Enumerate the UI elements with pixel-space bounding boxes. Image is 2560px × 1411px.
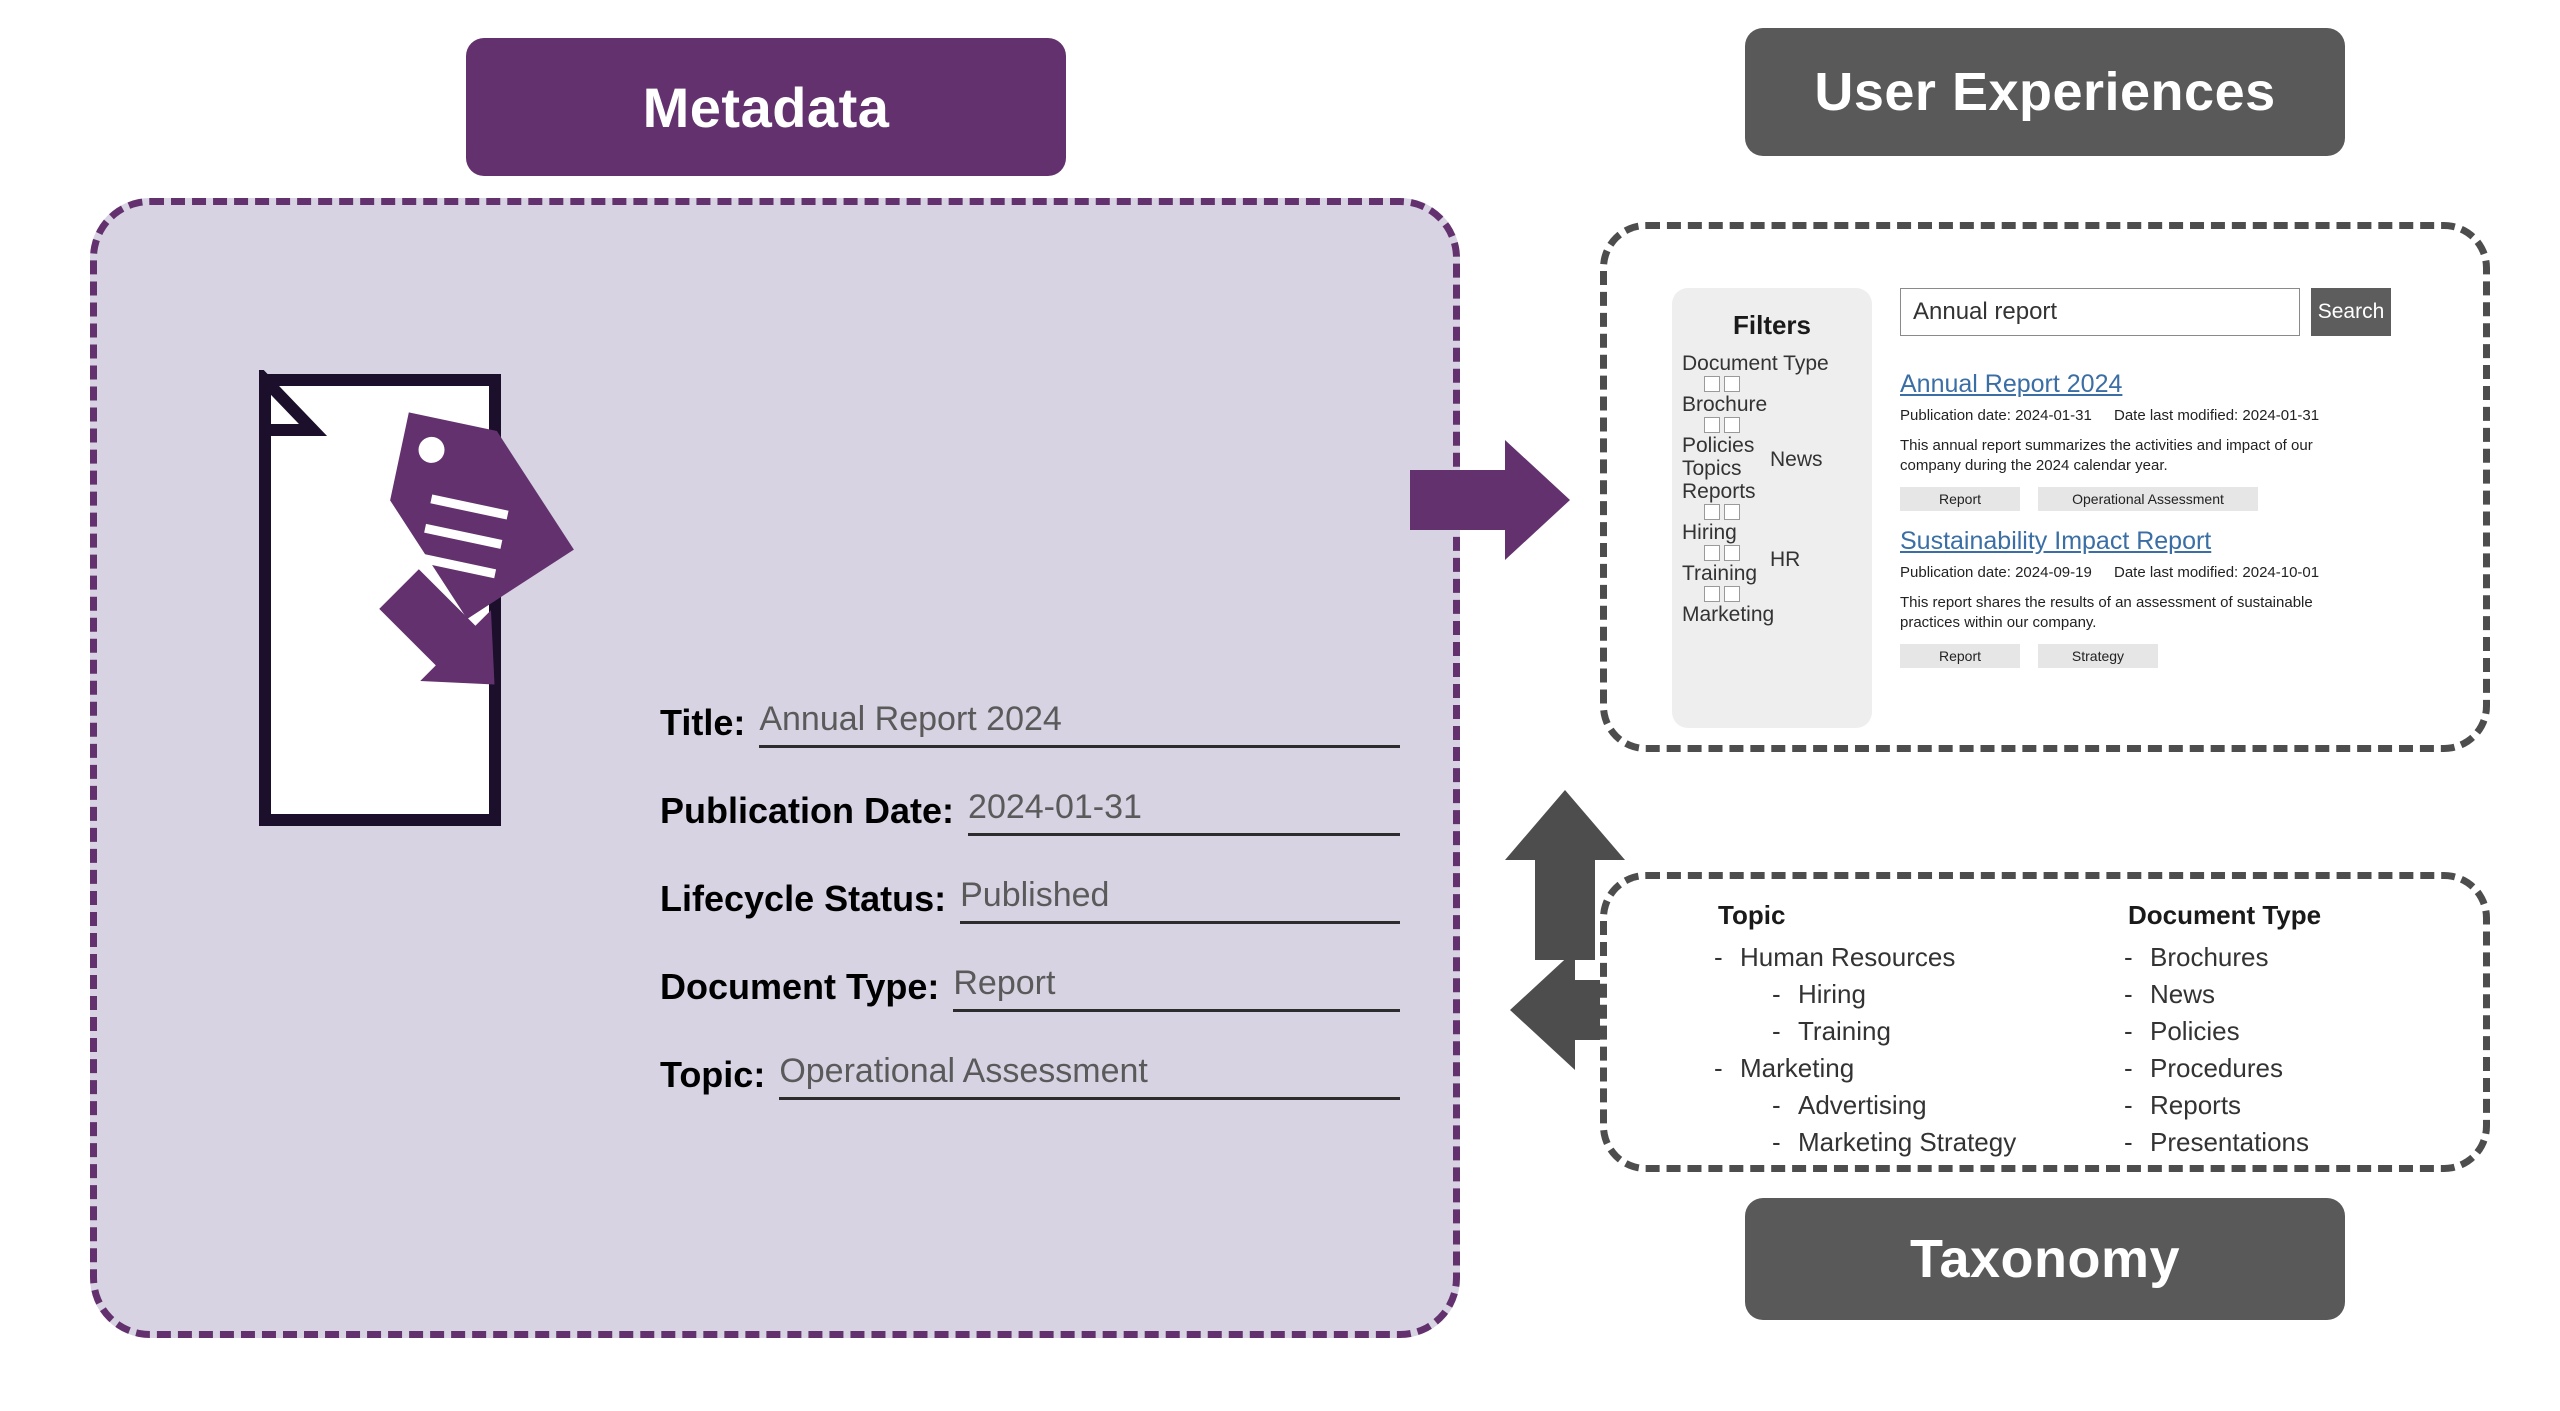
- result-publication-date: Publication date: 2024-01-31: [1900, 407, 2092, 424]
- filter-item-hiring[interactable]: Hiring: [1682, 521, 1737, 544]
- metadata-field-topic: [660, 1042, 1400, 1100]
- taxonomy-item[interactable]: [2124, 939, 2321, 976]
- taxonomy-heading-document-type: Document Type: [2128, 900, 2322, 930]
- taxonomy-item[interactable]: [1772, 976, 2016, 1013]
- filter-checkbox-row[interactable]: [1704, 586, 1872, 602]
- taxonomy-item-label: Brochures: [2150, 942, 2269, 972]
- result-tag-row: [1900, 487, 2400, 511]
- checkbox[interactable]: [1704, 586, 1720, 602]
- taxonomy-item-label: Marketing Strategy: [1798, 1126, 2017, 1157]
- result-meta: [1900, 564, 2400, 581]
- result-modified-date: Date last modified: 2024-10-01: [2113, 564, 2320, 581]
- field-value-document-type[interactable]: Report: [953, 964, 1400, 1012]
- bullet-dash: -: [1772, 1126, 1781, 1157]
- taxonomy-item[interactable]: [1772, 1087, 2016, 1124]
- metadata-field-publication-date: [660, 778, 1400, 836]
- filter-checkbox-row[interactable]: [1704, 417, 1872, 433]
- banner-taxonomy-label: Taxonomy: [1909, 1229, 2181, 1289]
- taxonomy-item[interactable]: [1772, 1124, 2016, 1161]
- taxonomy-item-label: News: [2150, 978, 2216, 1009]
- result-tag[interactable]: Strategy: [2038, 644, 2158, 668]
- result-tag-row: [1900, 644, 2400, 668]
- checkbox[interactable]: [1724, 545, 1740, 561]
- banner-metadata: [466, 38, 1066, 176]
- metadata-field-list: [660, 690, 1400, 1130]
- result-tag[interactable]: Operational Assessment: [2038, 487, 2258, 511]
- result-modified-date: Date last modified: 2024-01-31: [2113, 407, 2320, 424]
- checkbox[interactable]: [1704, 504, 1720, 520]
- taxonomy-heading-topic: Topic: [1718, 900, 1786, 930]
- checkbox[interactable]: [1704, 545, 1720, 561]
- bullet-dash: -: [1714, 942, 1723, 972]
- bullet-dash: -: [2124, 1052, 2133, 1083]
- filter-checkbox-row[interactable]: [1704, 376, 1872, 392]
- bullet-dash: -: [2124, 1015, 2133, 1046]
- field-value-publication-date[interactable]: 2024-01-31: [968, 788, 1400, 836]
- filters-panel: [1672, 288, 1872, 728]
- checkbox[interactable]: [1724, 417, 1740, 433]
- taxonomy-item-label: Procedures: [2150, 1052, 2283, 1083]
- banner-taxonomy: [1745, 1198, 2345, 1320]
- banner-metadata-label: Metadata: [642, 75, 890, 139]
- filter-item-marketing[interactable]: Marketing: [1682, 603, 1775, 626]
- arrow-right-icon: [1410, 440, 1570, 560]
- result-tag[interactable]: Report: [1900, 487, 2020, 511]
- field-value-title[interactable]: Annual Report 2024: [759, 700, 1400, 748]
- result-title-link[interactable]: Annual Report 2024: [1900, 370, 2123, 398]
- field-label-topic: Topic:: [660, 1054, 766, 1095]
- taxonomy-item[interactable]: [1714, 1050, 2016, 1087]
- search-result-item: [1900, 527, 2400, 668]
- result-tag[interactable]: Report: [1900, 644, 2020, 668]
- search-input[interactable]: Annual report: [1900, 288, 2300, 336]
- taxonomy-item[interactable]: [2124, 1124, 2321, 1161]
- checkbox[interactable]: [1724, 504, 1740, 520]
- metadata-field-lifecycle-status: [660, 866, 1400, 924]
- taxonomy-item-label: Human Resources: [1740, 942, 1956, 972]
- filter-item-document-type[interactable]: Document Type: [1682, 352, 1829, 375]
- bullet-dash: -: [1772, 1089, 1781, 1120]
- checkbox[interactable]: [1704, 376, 1720, 392]
- taxonomy-item[interactable]: [2124, 1050, 2321, 1087]
- filter-item-reports[interactable]: Reports: [1682, 480, 1756, 503]
- taxonomy-item[interactable]: [2124, 1013, 2321, 1050]
- field-value-lifecycle-status[interactable]: Published: [960, 876, 1400, 924]
- taxonomy-item-label: Policies: [2150, 1015, 2240, 1046]
- checkbox[interactable]: [1724, 586, 1740, 602]
- taxonomy-item-label: Presentations: [2150, 1126, 2309, 1157]
- taxonomy-item-label: Training: [1798, 1015, 1891, 1046]
- taxonomy-item[interactable]: [2124, 976, 2321, 1013]
- taxonomy-item[interactable]: [2124, 1087, 2321, 1124]
- filter-item-topics[interactable]: Topics: [1682, 457, 1742, 480]
- filter-item-policies[interactable]: Policies: [1682, 434, 1755, 457]
- field-label-publication-date: Publication Date:: [660, 790, 955, 831]
- search-result-item: [1900, 370, 2400, 511]
- search-button[interactable]: Search: [2311, 288, 2391, 336]
- result-description: This report shares the results of an assessment of sustainable practices within our company.: [1900, 594, 2313, 632]
- bullet-dash: -: [2124, 978, 2133, 1009]
- field-value-topic[interactable]: Operational Assessment: [779, 1052, 1400, 1100]
- bullet-dash: -: [1772, 978, 1781, 1009]
- result-publication-date: Publication date: 2024-09-19: [1900, 564, 2092, 581]
- bullet-dash: -: [2124, 942, 2133, 972]
- bullet-dash: -: [1714, 1052, 1723, 1083]
- field-label-title: Title:: [660, 702, 746, 743]
- result-description: This annual report summarizes the activities and impact of our company during the 2024 calendar year.: [1900, 437, 2313, 475]
- metadata-field-document-type: [660, 954, 1400, 1012]
- metadata-field-title: [660, 690, 1400, 748]
- checkbox[interactable]: [1724, 376, 1740, 392]
- banner-user-experiences-label: User Experiences: [1814, 62, 2276, 122]
- filter-item-training[interactable]: Training: [1682, 562, 1758, 585]
- document-icon: [205, 370, 585, 830]
- result-title-link[interactable]: Sustainability Impact Report: [1900, 527, 2212, 555]
- field-label-document-type: Document Type:: [660, 966, 940, 1007]
- taxonomy-item-label: Advertising: [1798, 1089, 1927, 1120]
- taxonomy-item-label: Marketing: [1740, 1052, 1855, 1083]
- taxonomy-column-document-type: [2110, 900, 2321, 1160]
- bullet-dash: -: [2124, 1089, 2133, 1120]
- filter-item-hr[interactable]: HR: [1770, 548, 1801, 571]
- filters-title: Filters: [1732, 310, 1812, 340]
- result-meta: [1900, 407, 2400, 424]
- taxonomy-column-topic: [1700, 900, 2016, 1160]
- bullet-dash: -: [2124, 1126, 2133, 1157]
- field-label-lifecycle-status: Lifecycle Status:: [660, 878, 947, 919]
- taxonomy-item[interactable]: [1772, 1013, 2016, 1050]
- filter-item-news[interactable]: News: [1770, 448, 1823, 471]
- taxonomy-item-label: Hiring: [1798, 978, 1866, 1009]
- taxonomy-item-label: Reports: [2150, 1089, 2242, 1120]
- filter-item-brochure[interactable]: Brochure: [1682, 393, 1768, 416]
- filter-checkbox-row[interactable]: [1704, 504, 1872, 520]
- bullet-dash: -: [1772, 1015, 1781, 1046]
- banner-user-experiences: [1745, 28, 2345, 156]
- filter-list: [1672, 353, 1872, 625]
- taxonomy-item[interactable]: [1714, 939, 2016, 976]
- checkbox[interactable]: [1704, 417, 1720, 433]
